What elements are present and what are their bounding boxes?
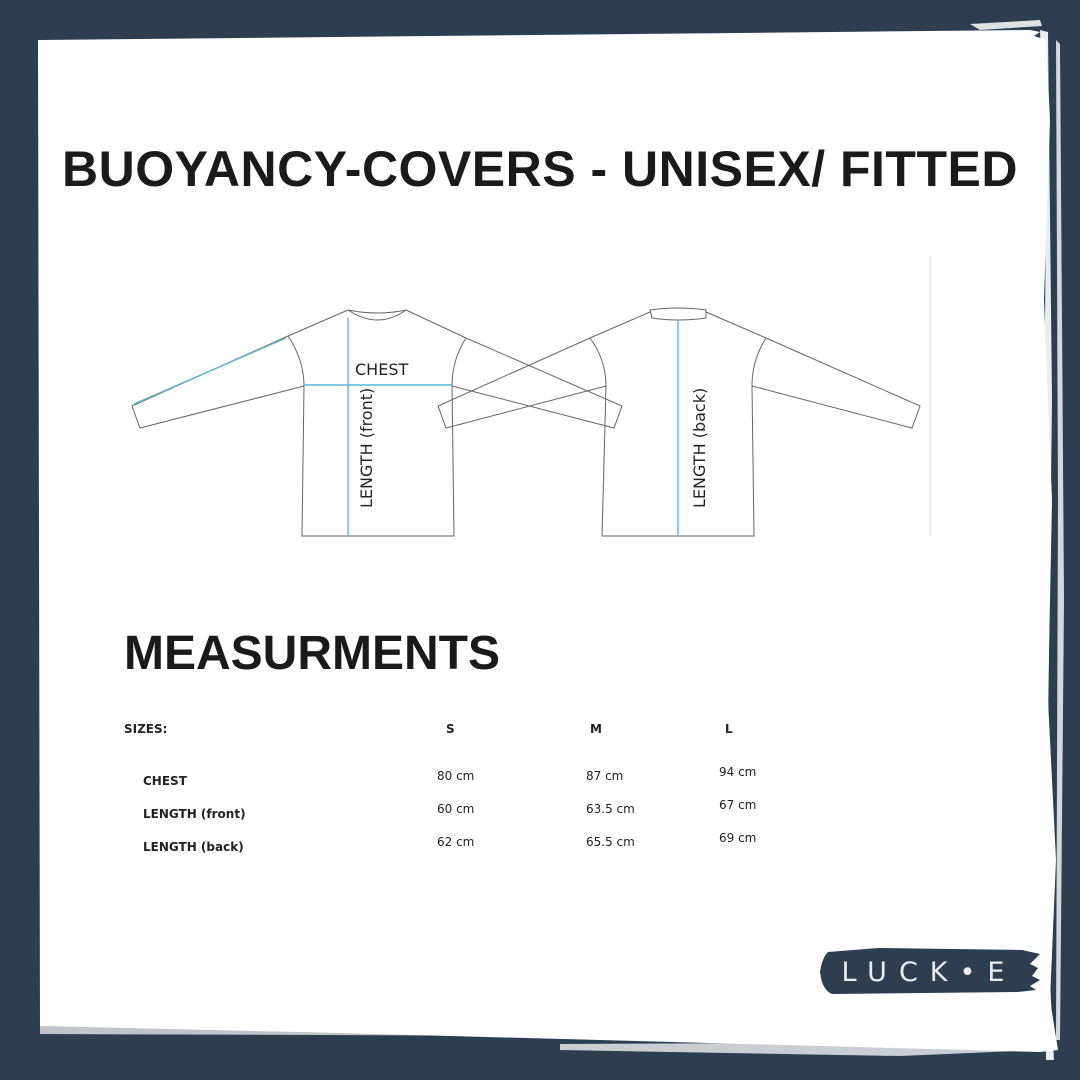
size-header-l: L	[725, 722, 733, 736]
front-garment-drawing	[132, 310, 622, 536]
cell-chest-l: 94 cm	[719, 765, 757, 779]
cell-length-front-l: 67 cm	[719, 798, 757, 812]
cell-length-front-m: 63.5 cm	[586, 802, 635, 816]
length-front-label: LENGTH (front)	[357, 387, 376, 508]
cell-chest-s: 80 cm	[437, 769, 475, 783]
chest-label: CHEST	[355, 360, 409, 379]
row-label-length-front: LENGTH (front)	[143, 807, 246, 821]
measurements-heading: MEASURMENTS	[124, 627, 501, 680]
garment-diagram	[120, 250, 940, 550]
size-header-m: M	[590, 722, 602, 736]
row-label-length-back: LENGTH (back)	[143, 840, 244, 854]
row-label-chest: CHEST	[143, 774, 187, 788]
cell-chest-m: 87 cm	[586, 769, 624, 783]
cell-length-back-m: 65.5 cm	[586, 835, 635, 849]
cell-length-back-l: 69 cm	[719, 831, 757, 845]
back-garment-drawing	[438, 308, 920, 536]
length-back-label: LENGTH (back)	[690, 387, 709, 508]
page-title: BUOYANCY-COVERS - UNISEX/ FITTED	[62, 141, 1018, 197]
cell-length-front-s: 60 cm	[437, 802, 475, 816]
sizes-label: SIZES:	[124, 722, 168, 736]
cell-length-back-s: 62 cm	[437, 835, 475, 849]
sleeve-measure-line	[134, 338, 286, 404]
brand-logo: LUCK•E	[841, 956, 1017, 988]
size-header-s: S	[446, 722, 455, 736]
